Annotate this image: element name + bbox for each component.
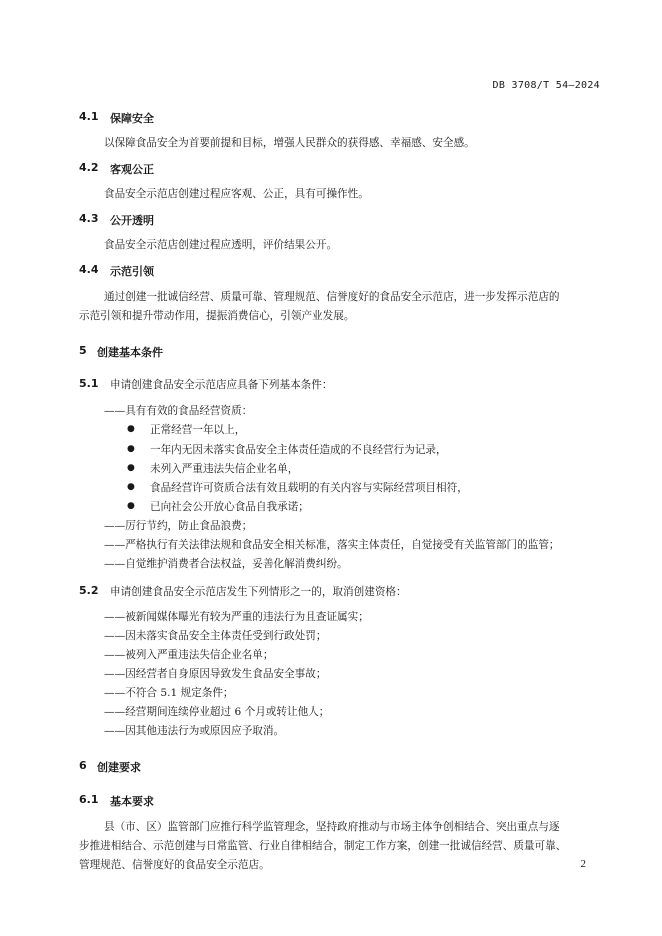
section-5-1-bullet-5: 已向社会公开放心食品自我承诺； (150, 501, 309, 513)
section-6-1-number: 6.1 (79, 793, 99, 806)
section-4-2-number: 4.2 (79, 161, 99, 174)
section-5-1-bullet-4: 食品经营许可资质合法有效且载明的有关内容与实际经营项目相符， (150, 482, 468, 494)
section-4-2-title: 客观公正 (110, 163, 154, 176)
section-5-1-bullet-1: 正常经营一年以上， (150, 424, 246, 436)
section-5-2-item-7: ——因其他违法行为或原因应予取消。 (104, 725, 285, 737)
section-5-2-number: 5.2 (79, 584, 99, 597)
section-4-4-number: 4.4 (79, 263, 99, 276)
section-5-1-bullet-3: 未列入严重违法失信企业名单， (150, 463, 299, 475)
chapter-6-title: 创建要求 (97, 761, 141, 774)
section-6-1-title: 基本要求 (110, 795, 154, 808)
section-5-2-item-3: ——被列入严重违法失信企业名单； (104, 649, 274, 661)
section-5-1-intro: 申请创建食品安全示范店应具备下列基本条件： (110, 379, 333, 391)
section-5-2-intro: 申请创建食品安全示范店发生下列情形之一的，取消创建资格： (110, 586, 407, 598)
section-5-2-item-2: ——因未落实食品安全主体责任受到行政处罚； (104, 630, 327, 642)
section-5-1-bullet-2: 一年内无因未落实食品安全主体责任造成的不良经营行为记录， (150, 444, 447, 456)
section-4-1-text: 以保障食品安全为首要前提和目标，增强人民群众的获得感、幸福感、安全感。 (104, 137, 475, 149)
section-4-3-number: 4.3 (79, 212, 99, 225)
section-5-1-number: 5.1 (79, 377, 99, 390)
section-4-1-number: 4.1 (79, 110, 99, 123)
section-5-1-item-3: ——严格执行有关法律法规和食品安全相关标准，落实主体责任，自觉接受有关监管部门的监管； (104, 539, 560, 551)
section-4-4-text-line-1: 通过创建一批诚信经营、质量可靠、管理规范、信誉度好的食品安全示范店，进一步发挥示范店的 (104, 291, 560, 303)
section-5-1-item-1: ——具有有效的食品经营资质： (104, 405, 253, 417)
section-6-1-text-line-2: 步推进相结合、示范创建与日常监管、行业自律相结合，制定工作方案，创建一批诚信经营、质量可靠、 (79, 840, 567, 852)
chapter-5-number: 5 (79, 344, 87, 357)
bullet-icon: ● (127, 463, 135, 473)
bullet-icon: ● (127, 424, 135, 434)
section-4-4-text-line-2: 示范引领和提升带动作用，提振消费信心，引领产业发展。 (79, 310, 355, 322)
bullet-icon: ● (127, 444, 135, 454)
section-4-3-title: 公开透明 (110, 214, 154, 227)
chapter-6-number: 6 (79, 759, 87, 772)
section-4-3-text: 食品安全示范店创建过程应透明，评价结果公开。 (104, 239, 338, 251)
section-5-2-item-5: ——不符合 5.1 规定条件； (104, 687, 234, 699)
bullet-icon: ● (127, 482, 135, 492)
chapter-5-title: 创建基本条件 (97, 346, 163, 359)
section-5-2-item-6: ——经营期间连续停业超过 6 个月或转让他人； (104, 706, 330, 718)
document-code: DB 3708/T 54—2024 (492, 80, 600, 91)
section-5-2-item-4: ——因经营者自身原因导致发生食品安全事故； (104, 668, 327, 680)
section-5-1-item-2: ——厉行节约，防止食品浪费； (104, 520, 253, 532)
page-number: 2 (580, 858, 586, 870)
section-4-2-text: 食品安全示范店创建过程应客观、公正，具有可操作性。 (104, 188, 369, 200)
section-4-4-title: 示范引领 (110, 265, 154, 278)
bullet-icon: ● (127, 501, 135, 511)
section-5-2-item-1: ——被新闻媒体曝光有较为严重的违法行为且查证属实； (104, 611, 369, 623)
section-6-1-text-line-1: 县（市、区）监管部门应推行科学监管理念，坚持政府推动与市场主体争创相结合、突出重点与逐 (104, 821, 560, 833)
section-6-1-text-line-3: 管理规范、信誉度好的食品安全示范店。 (79, 859, 270, 871)
section-4-1-title: 保障安全 (110, 112, 154, 125)
section-5-1-item-4: ——自觉维护消费者合法权益，妥善化解消费纠纷。 (104, 558, 348, 570)
